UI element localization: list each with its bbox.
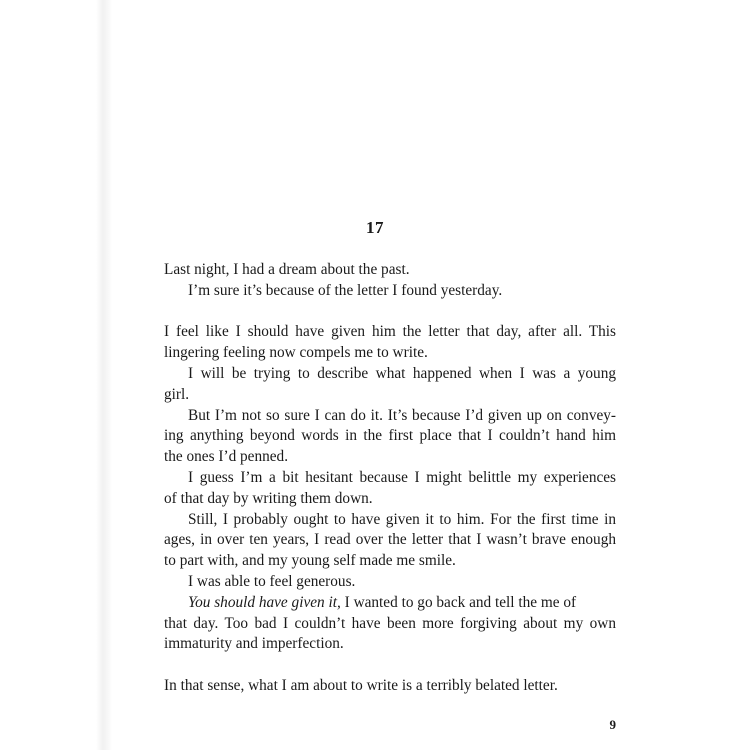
text-line: lingering feeling now compels me to write. — [164, 344, 428, 362]
text-fragment: I wanted to go back and tell the me of — [340, 593, 577, 611]
chapter-number: 17 — [366, 218, 384, 237]
text-line: Still, I probably ought to have given it to him. For the first time in — [188, 510, 616, 528]
text-line: Last night, I had a dream about the past. — [164, 261, 410, 278]
text-line — [164, 593, 616, 614]
text-line: I feel like I should have given him the letter that day, after all. This — [164, 323, 616, 341]
text-line: ages, in over ten years, I read over the letter that I wasn’t brave enough — [164, 531, 616, 549]
text-line: I was able to feel generous. — [188, 572, 356, 590]
text-line: But I’m not so sure I can do it. It’s because I’d given up on convey- — [188, 406, 616, 424]
text-line: to part with, and my young self made me smile. — [164, 552, 456, 570]
chapter-body — [164, 260, 616, 697]
text-line: girl. — [164, 385, 190, 403]
section-break — [164, 655, 616, 676]
page-number: 9 — [609, 717, 616, 732]
text-line: I’m sure it’s because of the letter I found yesterday. — [188, 281, 503, 299]
text-line: In that sense, what I am about to write is a terribly belated letter. — [164, 676, 558, 694]
text-line: I will be trying to describe what happened when I was a young — [188, 364, 616, 382]
text-line: immaturity and imperfection. — [164, 635, 344, 653]
text-line: of that day by writing them down. — [164, 489, 373, 507]
italic-phrase: You should have given it, — [188, 593, 341, 611]
gutter-shadow — [0, 0, 112, 750]
text-line: that day. Too bad I couldn’t have been more forgiving about my own — [164, 614, 616, 632]
text-line: the ones I’d penned. — [164, 448, 289, 466]
text-line: I guess I’m a bit hesitant because I might belittle my experiences — [188, 468, 616, 486]
text-line: ing anything beyond words in the first place that I couldn’t hand him — [164, 427, 616, 445]
section-break — [164, 302, 616, 323]
